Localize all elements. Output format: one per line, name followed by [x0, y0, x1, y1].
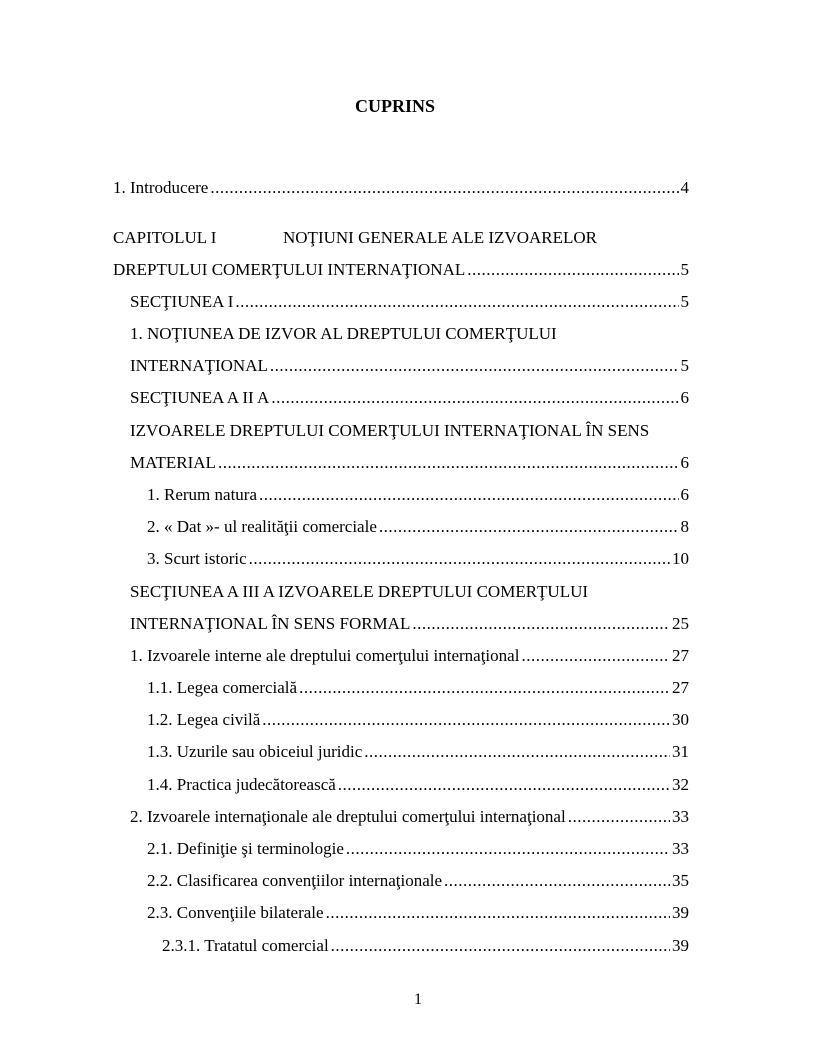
toc-entry-label: 1.1. Legea comercială	[147, 678, 298, 697]
toc-entry-page: 39	[672, 903, 689, 922]
toc-leader-dots	[299, 677, 670, 699]
toc-entry-label: DREPTULUI COMERŢULUI INTERNAŢIONAL	[113, 260, 466, 279]
toc-entry-label: 2. « Dat »- ul realităţii comerciale	[147, 517, 377, 536]
toc-entry-page: 4	[680, 178, 689, 197]
toc-entry-label: SECŢIUNEA A III A IZVOARELE DREPTULUI COMERŢULUI	[130, 582, 589, 601]
toc-entry-page: 6	[680, 453, 689, 472]
toc-leader-dots	[364, 741, 670, 763]
toc-entry-uzurile[interactable]	[147, 741, 689, 763]
toc-entry-sectiunea-1[interactable]	[130, 291, 689, 313]
toc-entry-introducere[interactable]	[113, 177, 689, 199]
toc-entry-page: 35	[672, 871, 689, 890]
toc-leader-dots	[412, 613, 670, 635]
toc-entry-page: 39	[672, 936, 689, 955]
toc-entry-label: 1. Rerum natura	[147, 485, 257, 504]
toc-entry-page: 32	[672, 775, 689, 794]
toc-leader-dots	[235, 291, 678, 313]
toc-entry-page: 33	[672, 839, 689, 858]
toc-leader-dots	[271, 387, 678, 409]
toc-entry-label: IZVOARELE DREPTULUI COMERŢULUI INTERNAŢIONAL ÎN SENS	[130, 421, 650, 440]
toc-leader-dots	[331, 935, 670, 957]
page-number: 1	[414, 991, 422, 1008]
toc-entry-page: 6	[680, 388, 689, 407]
toc-entry-page: 30	[672, 710, 689, 729]
toc-entry-chapter-1[interactable]	[113, 259, 689, 281]
toc-entry-legea-comerciala[interactable]	[147, 677, 689, 699]
toc-entry-page: 33	[672, 807, 689, 826]
toc-leader-dots	[210, 177, 678, 199]
toc-entry-sectiunea-3-line1[interactable]	[130, 581, 588, 603]
toc-entry-definitie[interactable]	[147, 838, 689, 860]
toc-entry-label: 2.1. Definiţie şi terminologie	[147, 839, 344, 858]
toc-leader-dots	[262, 709, 670, 731]
toc-entry-dat-ul[interactable]	[147, 516, 689, 538]
toc-leader-dots	[259, 484, 679, 506]
toc-entry-label: 3. Scurt istoric	[147, 549, 247, 568]
toc-entry-label: SECŢIUNEA I	[130, 292, 234, 311]
toc-leader-dots	[568, 806, 670, 828]
toc-entry-label: 2.2. Clasificarea convenţiilor internaţionale	[147, 871, 443, 890]
toc-entry-practica[interactable]	[147, 774, 689, 796]
toc-entry-notiunea-line1[interactable]	[130, 323, 557, 345]
toc-entry-legea-civila[interactable]	[147, 709, 689, 731]
toc-entry-izvoarele-interne[interactable]	[130, 645, 689, 667]
toc-entry-page: 5	[680, 292, 689, 311]
toc-entry-material-line1[interactable]	[130, 420, 649, 442]
toc-leader-dots	[379, 516, 679, 538]
toc-leader-dots	[270, 355, 679, 377]
toc-entry-rerum-natura[interactable]	[147, 484, 689, 506]
toc-entry-page: 8	[680, 517, 689, 536]
toc-entry-clasificarea[interactable]	[147, 870, 689, 892]
toc-entry-tratatul-comercial[interactable]	[162, 935, 689, 957]
toc-entry-page: 25	[672, 614, 689, 633]
toc-entry-label: INTERNAŢIONAL	[130, 356, 268, 375]
toc-entry-page: 27	[672, 646, 689, 665]
toc-leader-dots	[521, 645, 670, 667]
chapter-heading-title: NOŢIUNI GENERALE ALE IZVOARELOR	[283, 228, 597, 247]
toc-entry-page: 5	[680, 356, 689, 375]
toc-entry-label: INTERNAŢIONAL ÎN SENS FORMAL	[130, 614, 411, 633]
toc-entry-page: 31	[672, 742, 689, 761]
chapter-heading-label: CAPITOLUL I	[113, 228, 217, 247]
page-title: CUPRINS	[354, 96, 435, 116]
toc-entry-material-line2[interactable]	[130, 452, 689, 474]
toc-leader-dots	[326, 902, 670, 924]
toc-entry-label: 2.3. Convenţiile bilaterale	[147, 903, 324, 922]
toc-leader-dots	[249, 548, 670, 570]
toc-leader-dots	[346, 838, 670, 860]
toc-leader-dots	[444, 870, 670, 892]
toc-entry-label: 1. Izvoarele interne ale dreptului comerţului internaţional	[130, 646, 520, 665]
toc-entry-page: 27	[672, 678, 689, 697]
toc-entry-notiunea-line2[interactable]	[130, 355, 689, 377]
toc-entry-label: 2. Izvoarele internaţionale ale dreptului comerţului internaţional	[130, 807, 566, 826]
toc-entry-scurt-istoric[interactable]	[147, 548, 689, 570]
toc-entry-label: MATERIAL	[130, 453, 216, 472]
toc-entry-sectiunea-3-line2[interactable]	[130, 613, 689, 635]
toc-entry-page: 6	[680, 485, 689, 504]
toc-entry-conventiile-bilaterale[interactable]	[147, 902, 689, 924]
toc-entry-label: 1.2. Legea civilă	[147, 710, 261, 729]
toc-entry-sectiunea-2[interactable]	[130, 387, 689, 409]
toc-entry-page: 5	[680, 260, 689, 279]
toc-entry-label: 1.3. Uzurile sau obiceiul juridic	[147, 742, 363, 761]
toc-entry-label: SECŢIUNEA A II A	[130, 388, 270, 407]
toc-leader-dots	[218, 452, 679, 474]
toc-leader-dots	[467, 259, 678, 281]
toc-entry-label: 1. NOŢIUNEA DE IZVOR AL DREPTULUI COMERŢULUI	[130, 324, 557, 343]
toc-entry-label: 1.4. Practica judecătorească	[147, 775, 336, 794]
toc-entry-label: 1. Introducere	[113, 178, 209, 197]
toc-leader-dots	[338, 774, 670, 796]
toc-entry-page: 10	[672, 549, 689, 568]
toc-entry-izvoarele-internationale[interactable]	[130, 806, 689, 828]
toc-entry-label: 2.3.1. Tratatul comercial	[162, 936, 329, 955]
